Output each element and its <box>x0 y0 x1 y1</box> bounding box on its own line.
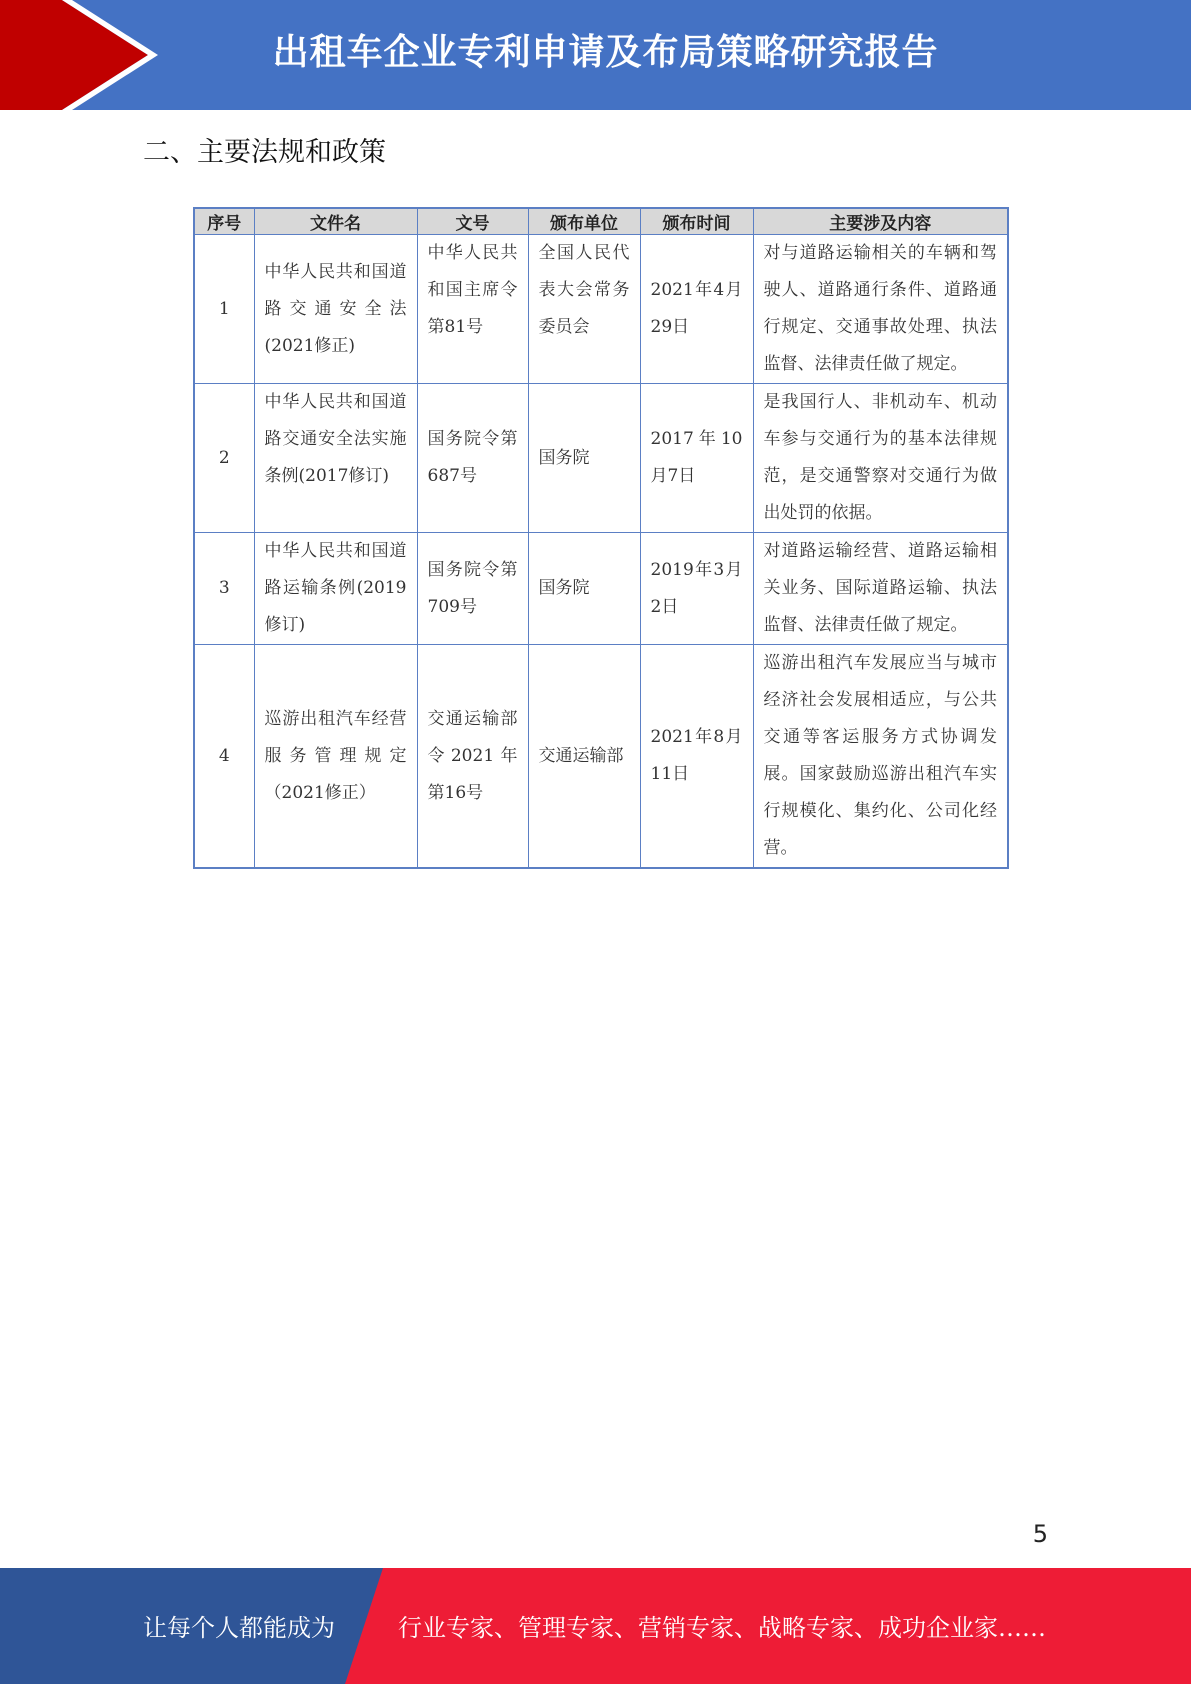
header-banner <box>0 0 1191 110</box>
report-title: 出租车企业专利申请及布局策略研究报告 <box>272 32 939 73</box>
cell-no: 4 <box>194 645 254 869</box>
table-header-row <box>194 208 1008 235</box>
cell-issuer: 交通运输部 <box>528 645 640 869</box>
cell-name: 巡游出租汽车经营服务管理规定（2021修正） <box>254 645 417 869</box>
cell-date: 2021年8月11日 <box>640 645 753 869</box>
cell-doc-no: 交通运输部令2021年第16号 <box>417 645 528 869</box>
cell-name: 中华人民共和国道路交通安全法(2021修正) <box>254 235 417 384</box>
cell-doc-no: 国务院令第687号 <box>417 384 528 533</box>
cell-issuer: 国务院 <box>528 384 640 533</box>
cell-date: 2017年10月7日 <box>640 384 753 533</box>
cell-date: 2019年3月2日 <box>640 533 753 645</box>
policy-table <box>193 207 1009 869</box>
cell-issuer: 国务院 <box>528 533 640 645</box>
cell-no: 3 <box>194 533 254 645</box>
column-header-no: 序号 <box>194 208 254 235</box>
cell-doc-no: 国务院令第709号 <box>417 533 528 645</box>
footer-slogan-right: 行业专家、管理专家、营销专家、战略专家、成功企业家…… <box>398 1614 1046 1642</box>
cell-content: 巡游出租汽车发展应当与城市经济社会发展相适应，与公共交通等客运服务方式协调发展。国家鼓励巡游出租汽车实行规模化、集约化、公司化经营。 <box>753 645 1008 869</box>
cell-name: 中华人民共和国道路运输条例(2019修订) <box>254 533 417 645</box>
column-header-doc-no: 文号 <box>417 208 528 235</box>
cell-name: 中华人民共和国道路交通安全法实施条例(2017修订) <box>254 384 417 533</box>
column-header-content: 主要涉及内容 <box>753 208 1008 235</box>
cell-no: 1 <box>194 235 254 384</box>
section-heading: 二、主要法规和政策 <box>143 137 386 168</box>
cell-content: 对与道路运输相关的车辆和驾驶人、道路通行条件、道路通行规定、交通事故处理、执法监督、法律责任做了规定。 <box>753 235 1008 384</box>
footer-slogan-left: 让每个人都能成为 <box>143 1614 335 1642</box>
cell-doc-no: 中华人民共和国主席令第81号 <box>417 235 528 384</box>
policy-table-wrapper <box>193 207 1007 869</box>
cell-date: 2021年4月29日 <box>640 235 753 384</box>
cell-content: 对道路运输经营、道路运输相关业务、国际道路运输、执法监督、法律责任做了规定。 <box>753 533 1008 645</box>
table-row <box>194 384 1008 533</box>
cell-content: 是我国行人、非机动车、机动车参与交通行为的基本法律规范，是交通警察对交通行为做出处罚的依据。 <box>753 384 1008 533</box>
column-header-date: 颁布时间 <box>640 208 753 235</box>
page-number: 5 <box>1032 1520 1048 1548</box>
column-header-issuer: 颁布单位 <box>528 208 640 235</box>
table-row <box>194 645 1008 869</box>
cell-issuer: 全国人民代表大会常务委员会 <box>528 235 640 384</box>
cell-no: 2 <box>194 384 254 533</box>
table-row <box>194 533 1008 645</box>
column-header-name: 文件名 <box>254 208 417 235</box>
table-row <box>194 235 1008 384</box>
